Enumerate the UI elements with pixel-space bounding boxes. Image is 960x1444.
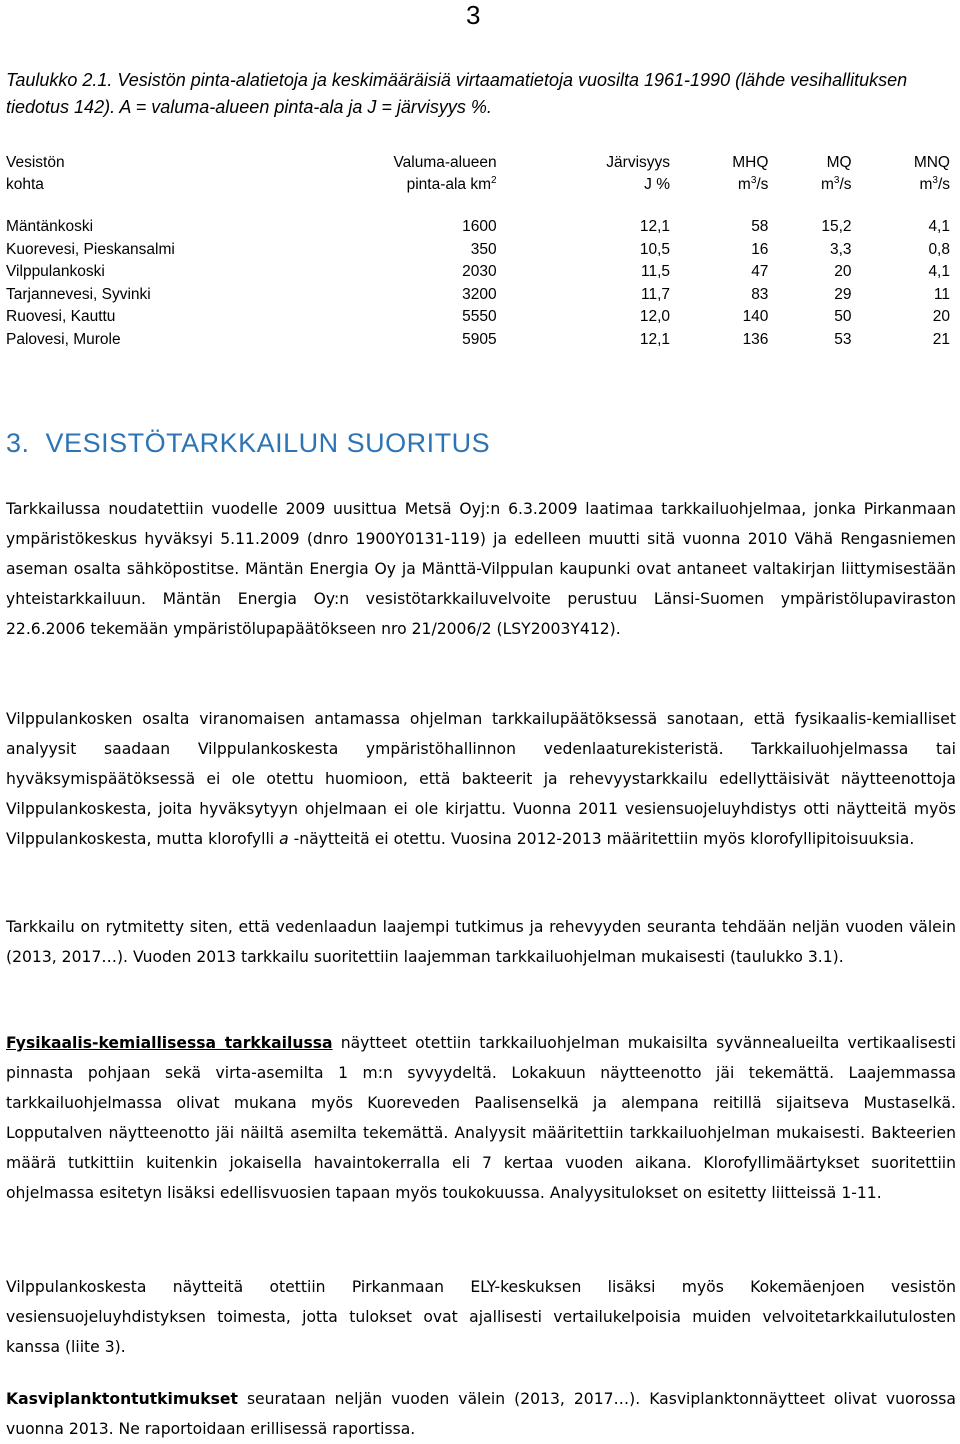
header-cell: MHQ bbox=[732, 154, 769, 171]
paragraph-physico-chemical: Fysikaalis-kemiallisessa tarkkailussa näytteet otettiin tarkkailuohjelman mukaisilta syvännealueilta vertikaalisesti pinnasta pohjaan sekä virta-asemilta 1 m:n syvyydeltä. Lokakuun näytteenotto jäi tekemättä. Laajemmassa tarkkailuohjelmassa olivat mukana myös Kuoreveden Paalisenselkä ja alempana reitillä sijaitseva Mustaselkä. Lopputalven näytteenotto jäi näiltä asemilta tekemättä. Analyysit määritettiin tarkkailuohjelman mukaisesti. Bakteerien määrä tutkittiin kuitenkin jokaisella havaintokerralla eli 7 kertaa vuoden aikana. Klorofyllimäärtykset suoritettiin ohjelmassa esitetyn lisäksi edellisvuosien tapaan myös toukokuussa. Analyysitulokset on esitetty liitteissä 1-11. bbox=[6, 1034, 957, 1202]
header-cell: J % bbox=[644, 176, 671, 193]
table-row: Mäntänkoski 1600 12,1 58 15,2 4,1 bbox=[6, 218, 950, 235]
paragraph-phytoplankton: Kasviplanktontutkimukset seurataan neljän vuoden välein (2013, 2017…). Kasviplanktonnäytteet olivat vuorossa vuonna 2013. Ne raportoidaan erillisessä raportissa. bbox=[6, 1390, 956, 1438]
header-cell: $m^3/s$ bbox=[821, 175, 852, 193]
page-number: 3 bbox=[466, 0, 481, 30]
table-row: Ruovesi, Kauttu 5550 12,0 140 50 20 bbox=[6, 308, 950, 326]
header-cell: MNQ bbox=[913, 154, 950, 171]
paragraph-rhythm: Tarkkailu on rytmitetty siten, että vedenlaadun laajempi tutkimus ja rehevyyden seuranta tehdään neljän vuoden välein (2013, 2017…). Vuoden 2013 tarkkailu suoritettiin laajemman tarkkailuohjelman mukaisesti (taulukko 3.1). bbox=[6, 918, 956, 966]
table-row: Tarjannevesi, Syvinki 3200 11,7 83 29 11 bbox=[6, 285, 950, 303]
flow-data-table bbox=[6, 152, 950, 352]
table-row: Kuorevesi, Pieskansalmi 350 10,5 16 3,3 0,8 bbox=[6, 240, 950, 258]
header-cell: Valuma-alueen bbox=[393, 154, 497, 171]
paragraph-sampling: Vilppulankoskesta näytteitä otettiin Pirkanmaan ELY-keskuksen lisäksi myös Kokemäenjoen vesistön vesiensuojeluyhdistyksen toimesta, jotta tulokset ovat ajallisesti vertailukelpoisia muiden velvoitetarkkailutulosten kanssa (liite 3). bbox=[6, 1278, 956, 1356]
header-cell: pinta-ala $km^2$ bbox=[406, 175, 497, 193]
table-header-row-1 bbox=[6, 152, 950, 174]
header-cell: MQ bbox=[826, 154, 852, 171]
header-cell: Järvisyys bbox=[606, 154, 671, 171]
section-number: 3. bbox=[6, 428, 30, 458]
header-cell: $m^3/s$ bbox=[919, 175, 950, 193]
section-title: VESISTÖTARKKAILUN SUORITUS bbox=[45, 428, 491, 458]
paragraph-program: Tarkkailussa noudatettiin vuodelle 2009 uusittua Metsä Oyj:n 6.3.2009 laatimaa tarkkailuohjelmaa, jonka Pirkanmaan ympäristökeskus hyväksyi 5.11.2009 (dnro 1900Y0131-119) ja edelleen muutti sitä vuonna 2010 Vähä Rengasniemen aseman osalta sähköpostitse. Mäntän Energia Oy ja Mänttä-Vilppulan kaupunki ovat antaneet valtakirjan liittymisestään yhteistarkkailuun. Mäntän Energia Oy:n vesistötarkkailuvelvoite perustuu Länsi-Suomen ympäristölupaviraston 22.6.2006 tekemään ympäristölupapäätökseen nro 21/2006/2 (LSY2003Y412). bbox=[6, 500, 956, 638]
table-caption: Taulukko 2.1. Vesistön pinta-alatietoja ja keskimääräisiä virtaamatietoja vuosilta 1961-1990 (lähde vesihallituksen tiedotus 142). A = valuma-alueen pinta-ala ja J = järvisyys %. bbox=[6, 70, 908, 117]
section-heading bbox=[6, 428, 490, 459]
header-cell: $m^3/s$ bbox=[737, 175, 769, 193]
paragraph-vilppulankoski: Vilppulankosken osalta viranomaisen antamassa ohjelman tarkkailupäätöksessä sanotaan, että fysikaalis-kemialliset analyysit saadaan Vilppulankoskesta ympäristöhallinnon vedenlaaturekisteristä. Tarkkailuohjelmassa tai hyväksymispäätöksessä ei ole otettu huomioon, että bakteerit ja rehevyystarkkailu edellyttäisivät näytteenottoja Vilppulankoskesta, joita hyväksytyyn ohjelmaan ei ole kirjattu. Vuonna 2011 vesiensuojeluyhdistys otti näytteitä myös Vilppulankoskesta, mutta klorofylli a -näytteitä ei otettu. Vuosina 2012-2013 määritettiin myös klorofyllipitoisuuksia. bbox=[6, 710, 956, 848]
table-row: Vilppulankoski 2030 11,5 47 20 4,1 bbox=[6, 263, 950, 281]
table-header-row-2 bbox=[6, 174, 950, 196]
header-cell: Vesistön bbox=[6, 154, 65, 171]
table-row: Palovesi, Murole 5905 12,1 136 53 21 bbox=[6, 330, 950, 348]
header-cell: kohta bbox=[6, 176, 44, 193]
